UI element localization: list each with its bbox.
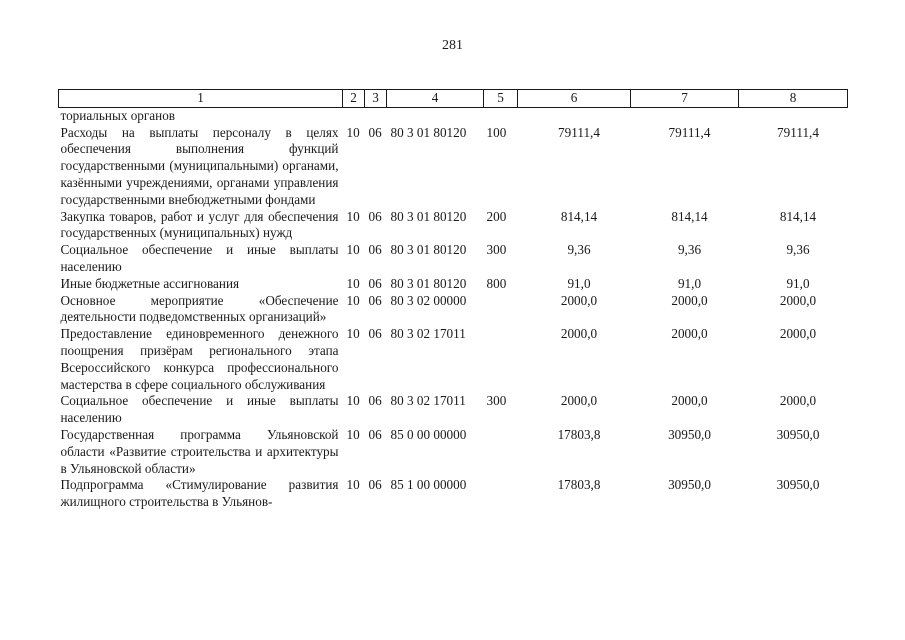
row-subsection: 06 <box>368 326 382 342</box>
row-value-8: 2000,0 <box>779 393 817 409</box>
row-value-6: 2000,0 <box>560 292 598 308</box>
row-value-7: 2000,0 <box>671 292 708 308</box>
row-target-code: 85 1 00 00000 <box>390 477 467 493</box>
row-value-8: 814,14 <box>779 208 817 224</box>
row-value-8: 79111,4 <box>777 124 819 140</box>
row-section <box>343 107 365 124</box>
row-value-8 <box>739 107 848 124</box>
row-value-7: 30950,0 <box>668 426 711 442</box>
row-value-8: 9,36 <box>786 242 810 258</box>
row-value-6: 9,36 <box>567 242 591 258</box>
row-value-6: 17803,8 <box>557 426 601 442</box>
table-row <box>59 326 848 393</box>
row-name: Закупка товаров, работ и услуг для обеспечения государственных (муниципальных) нужд <box>60 208 339 241</box>
row-section: 10 <box>346 124 360 140</box>
row-target-code: 80 3 01 80120 <box>390 242 467 258</box>
row-subsection: 06 <box>368 242 382 258</box>
row-value-6: 2000,0 <box>560 326 598 342</box>
row-value-6: 814,14 <box>560 208 598 224</box>
row-expense-type: 800 <box>486 275 507 291</box>
row-target-code: 80 3 01 80120 <box>390 275 467 291</box>
row-value-6: 2000,0 <box>560 393 598 409</box>
row-expense-type <box>484 477 518 511</box>
row-name: Предоставление единовременного денежного поощрения призёрам регионального этапа Всероссийского конкурса профессионального мастерства в сфере социального обслуживания <box>60 326 339 392</box>
row-subsection: 06 <box>368 275 382 291</box>
row-expense-type <box>484 326 518 393</box>
row-value-8: 30950,0 <box>776 477 820 493</box>
row-target-code <box>387 107 484 124</box>
table-row <box>59 209 848 243</box>
row-target-code: 80 3 02 17011 <box>390 393 466 409</box>
column-header: 1 <box>59 90 343 108</box>
row-value-7: 814,14 <box>671 208 708 224</box>
table-header-row <box>59 90 848 108</box>
row-name: Социальное обеспечение и иные выплаты населению <box>60 393 339 426</box>
column-header: 8 <box>739 90 848 108</box>
row-name: Основное мероприятие «Обеспечение деятельности подведомственных организаций» <box>60 292 339 325</box>
row-name: Расходы на выплаты персоналу в целях обеспечения выполнения функций государственными (муниципальными) органами, казёнными учреждениями, органами управления государственными внебюджетными фондами <box>60 124 339 207</box>
row-value-7: 9,36 <box>677 242 702 258</box>
table-row <box>59 125 848 209</box>
row-section: 10 <box>346 242 360 258</box>
row-expense-type: 200 <box>486 208 507 224</box>
table-row <box>59 293 848 327</box>
column-header: 6 <box>518 90 631 108</box>
page-number: 281 <box>442 38 463 53</box>
row-target-code: 80 3 01 80120 <box>390 124 467 140</box>
table-row <box>59 242 848 276</box>
row-value-7: 30950,0 <box>668 477 711 493</box>
row-value-6: 79111,4 <box>558 124 600 140</box>
column-header: 5 <box>484 90 518 108</box>
column-header: 4 <box>387 90 484 108</box>
row-subsection <box>365 107 387 124</box>
row-expense-type <box>484 427 518 477</box>
row-value-8: 91,0 <box>786 275 810 291</box>
row-section: 10 <box>346 208 360 224</box>
row-value-6 <box>518 107 631 124</box>
row-section: 10 <box>346 326 360 342</box>
row-target-code: 80 3 02 17011 <box>390 326 466 342</box>
row-value-8: 2000,0 <box>779 326 817 342</box>
row-target-code: 80 3 02 00000 <box>390 292 467 308</box>
column-header: 3 <box>365 90 387 108</box>
row-section: 10 <box>346 477 360 493</box>
row-value-7: 91,0 <box>677 275 702 291</box>
row-value-6: 91,0 <box>567 275 591 291</box>
row-section: 10 <box>346 275 360 291</box>
row-subsection: 06 <box>368 292 382 308</box>
row-name: Социальное обеспечение и иные выплаты населению <box>60 242 339 274</box>
row-expense-type: 300 <box>486 393 507 409</box>
row-value-6: 17803,8 <box>557 477 601 493</box>
row-value-7: 79111,4 <box>668 124 711 140</box>
row-expense-type <box>484 293 518 327</box>
row-subsection: 06 <box>368 477 382 493</box>
row-subsection: 06 <box>368 426 382 442</box>
budget-table <box>58 89 848 511</box>
row-name: Иные бюджетные ассигнования <box>60 275 240 291</box>
row-name: Подпрограмма «Стимулирование развития жилищного строительства в Ульянов- <box>60 477 339 510</box>
row-expense-type: 300 <box>486 242 507 258</box>
row-expense-type <box>484 107 518 124</box>
column-header: 7 <box>631 90 739 108</box>
table-row <box>59 393 848 427</box>
row-section: 10 <box>346 426 360 442</box>
row-value-7 <box>631 107 739 124</box>
row-expense-type: 100 <box>486 124 507 140</box>
row-target-code: 85 0 00 00000 <box>390 426 467 442</box>
table-row <box>59 427 848 477</box>
row-name: Государственная программа Ульяновской области «Развитие строительства и архитектуры в Ульяновской области» <box>60 426 339 476</box>
row-target-code: 80 3 01 80120 <box>390 208 467 224</box>
table-row <box>59 477 848 511</box>
row-section: 10 <box>346 393 360 409</box>
table-row <box>59 107 848 124</box>
row-value-8: 30950,0 <box>776 426 820 442</box>
row-subsection: 06 <box>368 393 382 409</box>
row-subsection: 06 <box>368 208 382 224</box>
row-section: 10 <box>346 292 360 308</box>
column-header: 2 <box>343 90 365 108</box>
row-subsection: 06 <box>368 124 382 140</box>
row-value-7: 2000,0 <box>671 393 708 409</box>
row-value-8: 2000,0 <box>779 292 817 308</box>
row-value-7: 2000,0 <box>671 326 708 342</box>
table-row <box>59 276 848 293</box>
row-name: ториальных органов <box>60 107 176 123</box>
